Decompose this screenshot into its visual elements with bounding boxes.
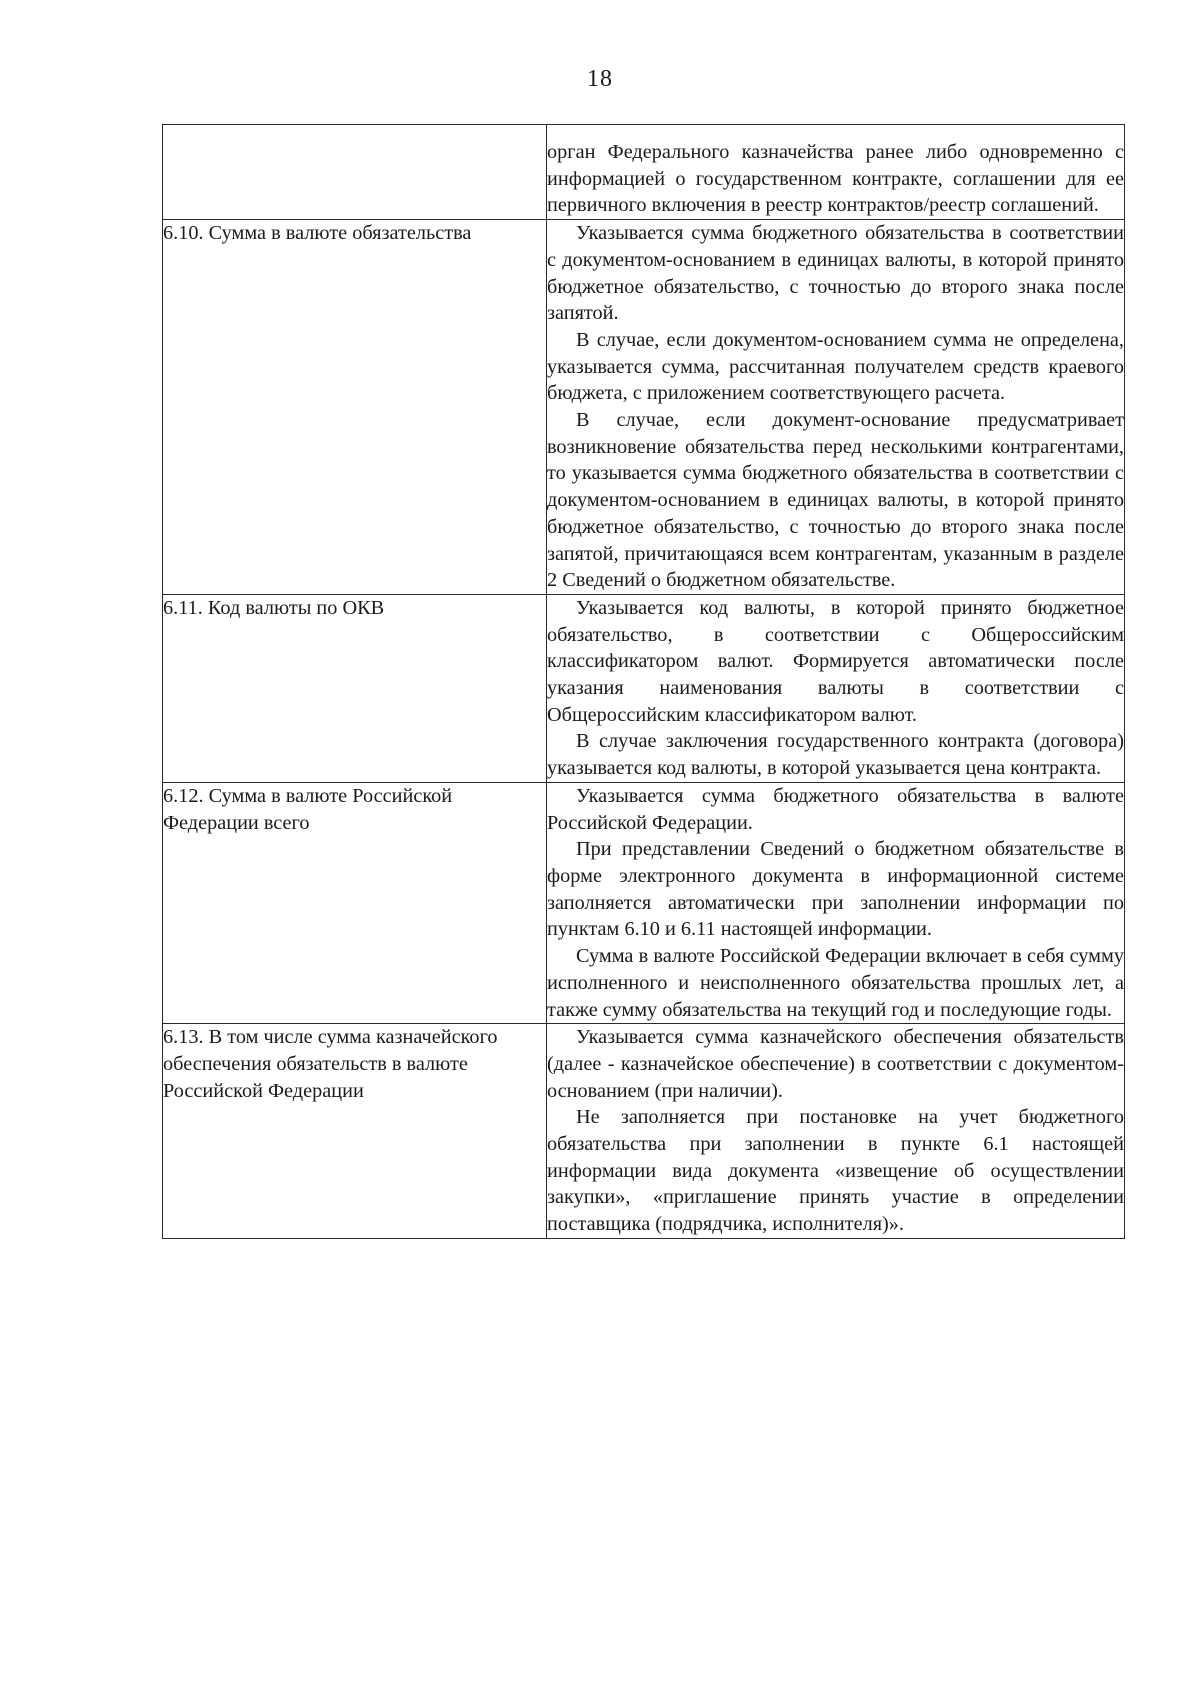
field-name: 6.12. Сумма в валюте Российской Федерации всего: [163, 784, 453, 834]
field-description-cell: [547, 220, 1125, 595]
description-paragraph: орган Федерального казначейства ранее либо одновременно с информацией о государственном контракте, соглашении для ее первичного включения в реестр контрактов/реестр соглашений.: [547, 141, 1124, 217]
field-name-cell: [163, 782, 547, 1023]
description-paragraph: В случае, если документом-основанием сумма не определена, указывается сумма, рассчитанная получателем средств краевого бюджета, с приложением соответствующего расчета.: [547, 328, 1124, 405]
description-paragraph: При представлении Сведений о бюджетном обязательстве в форме электронного документа в информационной системе заполняется автоматически при заполнении информации по пунктам 6.10 и 6.11 настоящей информации.: [547, 838, 1124, 941]
field-name-cell: [163, 594, 547, 782]
field-description-cell: [547, 782, 1125, 1023]
field-name: 6.13. В том числе сумма казначейского обеспечения обязательств в валюте Российской Федерации: [163, 1026, 498, 1102]
description-paragraph: Сумма в валюте Российской Федерации включает в себя сумму исполненного и неисполненного обязательства прошлых лет, а также сумму обязательства на текущий год и последующие годы.: [547, 945, 1124, 1021]
table-row: [163, 594, 1125, 782]
description-paragraph: В случае, если документ-основание предусматривает возникновение обязательства перед несколькими контрагентами, то указывается сумма бюджетного обязательства в соответствии с документом-основанием в единицах валюты, в которой принято бюджетное обязательство, с точностью до второго знака после запятой, причитающаяся всем контрагентам, указанным в разделе 2 Сведений о бюджетном обязательстве.: [547, 409, 1124, 592]
field-name-cell: [163, 125, 547, 220]
description-paragraph: Указывается сумма казначейского обеспечения обязательств (далее - казначейское обеспечение) в соответствии с документом-основанием (при наличии).: [547, 1026, 1124, 1102]
field-name: 6.10. Сумма в валюте обязательства: [163, 222, 472, 245]
description-paragraph: Указывается сумма бюджетного обязательства в валюте Российской Федерации.: [547, 784, 1124, 834]
field-description-cell: [547, 594, 1125, 782]
field-name-cell: [163, 1024, 547, 1239]
description-paragraph: В случае заключения государственного контракта (договора) указывается код валюты, в которой указывается цена контракта.: [547, 730, 1124, 780]
description-paragraph: Указывается код валюты, в которой принято бюджетное обязательство, в соответствии с Общероссийским классификатором валют. Формируется автоматически после указания наименования валюты в соответствии с Общероссийским классификатором валют.: [547, 596, 1124, 726]
table-row: [163, 125, 1125, 220]
table-row: [163, 220, 1125, 595]
requirements-table: [162, 124, 1125, 1239]
table-row: [163, 1024, 1125, 1239]
field-description-cell: [547, 1024, 1125, 1239]
field-name: 6.11. Код валюты по ОКВ: [163, 596, 385, 619]
page-number: 18: [587, 66, 613, 92]
description-paragraph: Указывается сумма бюджетного обязательства в соответствии с документом-основанием в единицах валюты, в которой принято бюджетное обязательство, с точностью до второго знака после запятой.: [547, 222, 1124, 325]
field-name-cell: [163, 220, 547, 595]
description-paragraph: Не заполняется при постановке на учет бюджетного обязательства при заполнении в пункте 6.1 настоящей информации вида документа «извещение об осуществлении закупки», «приглашение принять участие в определении поставщика (подрядчика, исполнителя)».: [547, 1106, 1124, 1236]
field-description-cell: [547, 125, 1125, 220]
table-row: [163, 782, 1125, 1023]
